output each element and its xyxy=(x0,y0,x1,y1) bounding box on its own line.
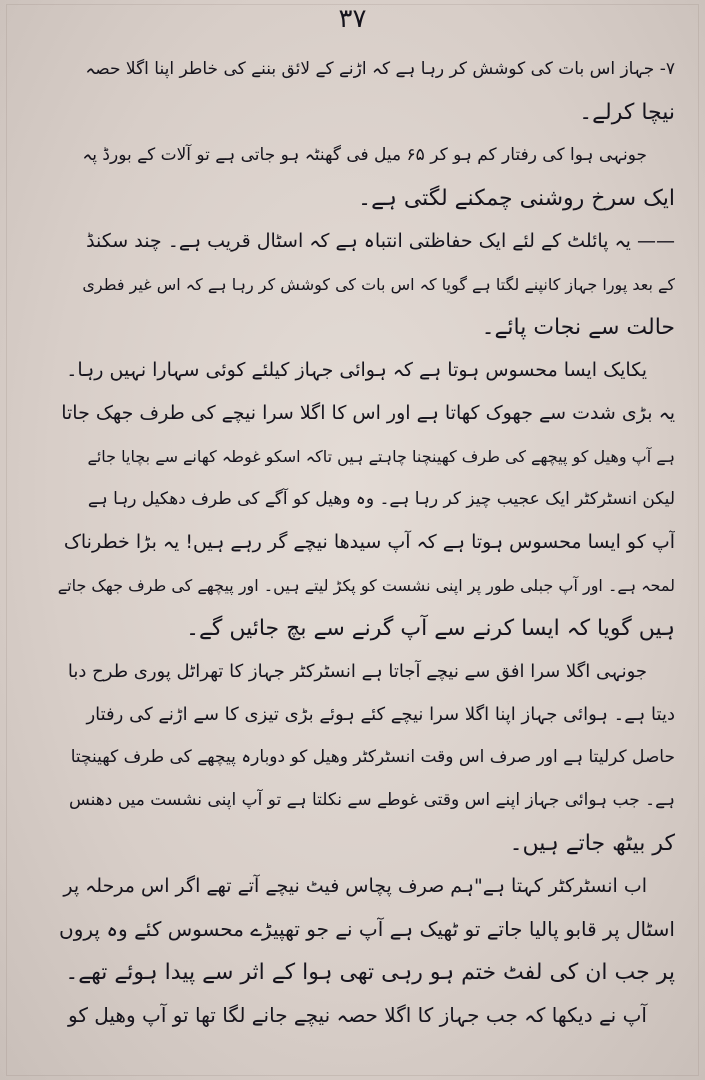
text-line: لیکن انسٹرکٹر ایک عجیب چیز کر رہا ہے۔ وہ وھیل کو آگے کی طرف دھکیل رہا ہے xyxy=(87,489,675,509)
text-line: ہیں گویا کہ ایسا کرنے سے آپ گرنے سے بچ جائیں گے۔ xyxy=(186,616,675,641)
text-line: اب انسٹرکٹر کہتا ہے"ہم صرف پچاس فیٹ نیچے آتے تھے اگر اس مرحلہ پر xyxy=(63,875,647,897)
text-line: نیچا کرلے۔ xyxy=(579,100,675,125)
text-line: پر جب ان کی لفٹ ختم ہو رہی تھی ہوا کے اثر سے پیدا ہوئے تھے۔ xyxy=(65,960,675,985)
text-line: اسٹال پر قابو پالیا جاتے تو ٹھیک ہے آپ نے جو تھپیڑے محسوس کئے وہ پروں xyxy=(59,917,675,941)
text-line: آپ کو ایسا محسوس ہوتا ہے کہ آپ سیدھا نیچے گر رہے ہیں! یہ بڑا خطرناک xyxy=(63,531,675,553)
text-line: جونہی ہوا کی رفتار کم ہو کر ۶۵ میل فی گھنٹہ ہو جاتی ہے تو آلات کے بورڈ پہ xyxy=(82,145,647,165)
text-line: —— یہ پائلٹ کے لئے ایک حفاظتی انتباہ ہے کہ اسٹال قریب ہے۔ چند سکنڈ xyxy=(86,230,675,252)
text-line: ایک سرخ روشنی چمکنے لگتی ہے۔ xyxy=(358,186,675,211)
text-line: لمحہ ہے۔ اور آپ جبلی طور پر اپنی نشست کو پکڑ لیتے ہیں۔ اور پیچھے کی طرف جھک جاتے xyxy=(58,576,675,595)
text-line: ہے۔ جب ہوائی جہاز اپنے اس وقتی غوطے سے نکلتا ہے تو آپ اپنی نشست میں دھنس xyxy=(68,790,675,810)
text-line: ہے آپ وھیل کو پیچھے کی طرف کھینچنا چاہتے ہیں تاکہ اسکو غوطہ کھانے سے بچایا جائے xyxy=(87,447,675,466)
text-line: حالت سے نجات پائے۔ xyxy=(481,315,675,340)
text-line: ۷- جہاز اس بات کی کوشش کر رہا ہے کہ اڑنے کے لائق بننے کی خاطر اپنا اگلا حصہ xyxy=(85,59,675,79)
text-line: یہ بڑی شدت سے جھوک کھاتا ہے اور اس کا اگلا سرا نیچے کی طرف جھک جاتا xyxy=(61,402,675,424)
page-number: ۳۷ xyxy=(338,4,367,34)
text-line: یکایک ایسا محسوس ہوتا ہے کہ ہوائی جہاز کیلئے کوئی سہارا نہیں رہا۔ xyxy=(66,359,647,381)
text-line: حاصل کرلیتا ہے اور صرف اس وقت انسٹرکٹر وھیل کو دوبارہ پیچھے کی طرف کھینچتا xyxy=(70,747,675,767)
body-text xyxy=(58,48,675,1070)
text-line: دیتا ہے۔ ہوائی جہاز اپنا اگلا سرا نیچے کئے ہوئے بڑی تیزی کا سے اڑنے کی رفتار xyxy=(86,704,675,725)
text-line: جونہی اگلا سرا افق سے نیچے آجاتا ہے انسٹرکٹر جہاز کا تھراٹل پوری طرح دبا xyxy=(67,661,647,682)
text-line: آپ نے دیکھا کہ جب جہاز کا اگلا حصہ نیچے جانے لگا تھا تو آپ وھیل کو xyxy=(68,1003,647,1027)
text-line: کر بیٹھ جاتے ہیں۔ xyxy=(509,831,675,856)
text-line: کے بعد پورا جہاز کانپنے لگتا ہے گویا کہ اس بات کی کوشش کر رہا ہے کہ اس غیر فطری xyxy=(82,275,675,294)
